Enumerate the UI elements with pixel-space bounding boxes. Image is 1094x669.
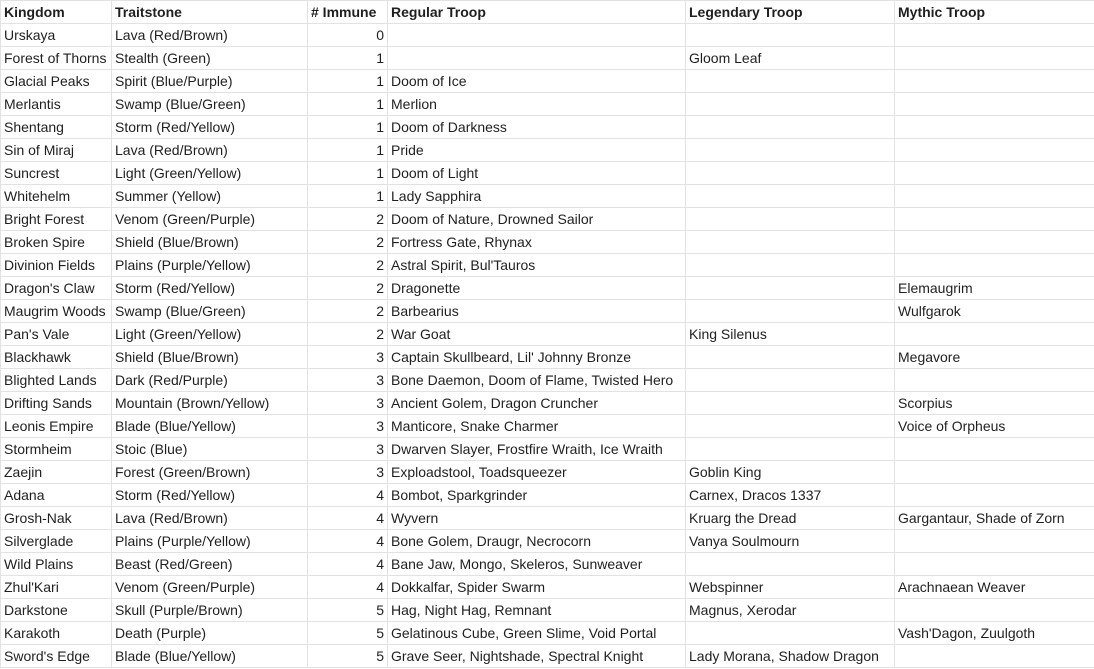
cell-traitstone[interactable]: Light (Green/Yellow) [112, 162, 308, 185]
cell-legendary-troop[interactable] [686, 24, 895, 47]
cell-regular-troop[interactable]: Doom of Light [388, 162, 686, 185]
cell-kingdom[interactable]: Glacial Peaks [1, 70, 112, 93]
cell-legendary-troop[interactable]: Gloom Leaf [686, 47, 895, 70]
table-row [1, 93, 1094, 116]
cell-kingdom[interactable]: Leonis Empire [1, 415, 112, 438]
table-body [1, 24, 1094, 668]
cell-legendary-troop[interactable]: Magnus, Xerodar [686, 599, 895, 622]
table-row [1, 323, 1094, 346]
cell-mythic-troop[interactable] [895, 599, 1094, 622]
table-row [1, 139, 1094, 162]
table-row [1, 369, 1094, 392]
cell-legendary-troop[interactable] [686, 93, 895, 116]
cell-immune[interactable]: 4 [308, 507, 388, 530]
cell-mythic-troop[interactable] [895, 185, 1094, 208]
cell-immune[interactable]: 3 [308, 392, 388, 415]
table-row [1, 185, 1094, 208]
cell-kingdom[interactable]: Zaejin [1, 461, 112, 484]
cell-traitstone[interactable]: Storm (Red/Yellow) [112, 277, 308, 300]
cell-kingdom[interactable]: Divinion Fields [1, 254, 112, 277]
cell-kingdom[interactable]: Maugrim Woods [1, 300, 112, 323]
cell-regular-troop[interactable]: Barbearius [388, 300, 686, 323]
table-row [1, 24, 1094, 47]
cell-kingdom[interactable]: Karakoth [1, 622, 112, 645]
cell-traitstone[interactable]: Summer (Yellow) [112, 185, 308, 208]
cell-immune[interactable]: 1 [308, 162, 388, 185]
cell-regular-troop[interactable] [388, 24, 686, 47]
table-row [1, 553, 1094, 576]
cell-kingdom[interactable]: Darkstone [1, 599, 112, 622]
table-row [1, 254, 1094, 277]
cell-legendary-troop[interactable] [686, 553, 895, 576]
cell-immune[interactable]: 1 [308, 47, 388, 70]
cell-kingdom[interactable]: Stormheim [1, 438, 112, 461]
header-kingdom[interactable]: Kingdom [1, 1, 112, 24]
table-row [1, 277, 1094, 300]
cell-regular-troop[interactable]: Bombot, Sparkgrinder [388, 484, 686, 507]
cell-traitstone[interactable]: Lava (Red/Brown) [112, 507, 308, 530]
cell-traitstone[interactable]: Skull (Purple/Brown) [112, 599, 308, 622]
cell-legendary-troop[interactable] [686, 254, 895, 277]
cell-regular-troop[interactable]: Merlion [388, 93, 686, 116]
cell-mythic-troop[interactable]: Gargantaur, Shade of Zorn [895, 507, 1094, 530]
cell-mythic-troop[interactable] [895, 208, 1094, 231]
cell-traitstone[interactable]: Spirit (Blue/Purple) [112, 70, 308, 93]
cell-immune[interactable]: 4 [308, 484, 388, 507]
cell-kingdom[interactable]: Whitehelm [1, 185, 112, 208]
table-row [1, 208, 1094, 231]
cell-traitstone[interactable]: Venom (Green/Purple) [112, 208, 308, 231]
cell-mythic-troop[interactable] [895, 116, 1094, 139]
cell-traitstone[interactable]: Blade (Blue/Yellow) [112, 415, 308, 438]
cell-mythic-troop[interactable] [895, 438, 1094, 461]
cell-regular-troop[interactable]: Exploadstool, Toadsqueezer [388, 461, 686, 484]
cell-regular-troop[interactable]: Wyvern [388, 507, 686, 530]
cell-mythic-troop[interactable] [895, 254, 1094, 277]
cell-regular-troop[interactable]: Captain Skullbeard, Lil' Johnny Bronze [388, 346, 686, 369]
cell-kingdom[interactable]: Blackhawk [1, 346, 112, 369]
cell-regular-troop[interactable]: Gelatinous Cube, Green Slime, Void Portal [388, 622, 686, 645]
cell-traitstone[interactable]: Light (Green/Yellow) [112, 323, 308, 346]
table-row [1, 70, 1094, 93]
table-row [1, 438, 1094, 461]
cell-kingdom[interactable]: Suncrest [1, 162, 112, 185]
cell-legendary-troop[interactable] [686, 162, 895, 185]
cell-legendary-troop[interactable]: Webspinner [686, 576, 895, 599]
cell-regular-troop[interactable]: Doom of Darkness [388, 116, 686, 139]
cell-legendary-troop[interactable] [686, 231, 895, 254]
cell-mythic-troop[interactable]: Arachnaean Weaver [895, 576, 1094, 599]
cell-mythic-troop[interactable] [895, 231, 1094, 254]
cell-kingdom[interactable]: Bright Forest [1, 208, 112, 231]
cell-traitstone[interactable]: Plains (Purple/Yellow) [112, 530, 308, 553]
cell-immune[interactable]: 2 [308, 231, 388, 254]
cell-traitstone[interactable]: Swamp (Blue/Green) [112, 300, 308, 323]
cell-mythic-troop[interactable] [895, 369, 1094, 392]
table-row [1, 47, 1094, 70]
cell-legendary-troop[interactable] [686, 622, 895, 645]
cell-traitstone[interactable]: Swamp (Blue/Green) [112, 93, 308, 116]
cell-mythic-troop[interactable] [895, 323, 1094, 346]
cell-traitstone[interactable]: Lava (Red/Brown) [112, 24, 308, 47]
cell-regular-troop[interactable] [388, 47, 686, 70]
cell-regular-troop[interactable]: Manticore, Snake Charmer [388, 415, 686, 438]
cell-traitstone[interactable]: Shield (Blue/Brown) [112, 346, 308, 369]
table-row [1, 599, 1094, 622]
cell-legendary-troop[interactable] [686, 208, 895, 231]
cell-mythic-troop[interactable] [895, 530, 1094, 553]
cell-traitstone[interactable]: Storm (Red/Yellow) [112, 116, 308, 139]
cell-mythic-troop[interactable] [895, 139, 1094, 162]
cell-kingdom[interactable]: Broken Spire [1, 231, 112, 254]
cell-kingdom[interactable]: Silverglade [1, 530, 112, 553]
cell-immune[interactable]: 4 [308, 530, 388, 553]
cell-immune[interactable]: 0 [308, 24, 388, 47]
header-row [1, 1, 1094, 24]
cell-traitstone[interactable]: Venom (Green/Purple) [112, 576, 308, 599]
cell-regular-troop[interactable]: Bone Daemon, Doom of Flame, Twisted Hero [388, 369, 686, 392]
table-row [1, 392, 1094, 415]
cell-legendary-troop[interactable] [686, 300, 895, 323]
cell-regular-troop[interactable]: Hag, Night Hag, Remnant [388, 599, 686, 622]
header-regular-troop[interactable]: Regular Troop [388, 1, 686, 24]
cell-immune[interactable]: 2 [308, 208, 388, 231]
cell-regular-troop[interactable]: Doom of Nature, Drowned Sailor [388, 208, 686, 231]
cell-legendary-troop[interactable] [686, 346, 895, 369]
cell-legendary-troop[interactable] [686, 139, 895, 162]
cell-immune[interactable]: 1 [308, 139, 388, 162]
cell-immune[interactable]: 4 [308, 553, 388, 576]
cell-immune[interactable]: 3 [308, 346, 388, 369]
cell-immune[interactable]: 2 [308, 300, 388, 323]
cell-traitstone[interactable]: Death (Purple) [112, 622, 308, 645]
cell-regular-troop[interactable]: Pride [388, 139, 686, 162]
cell-kingdom[interactable]: Dragon's Claw [1, 277, 112, 300]
cell-mythic-troop[interactable] [895, 24, 1094, 47]
cell-traitstone[interactable]: Beast (Red/Green) [112, 553, 308, 576]
cell-legendary-troop[interactable] [686, 116, 895, 139]
cell-mythic-troop[interactable]: Elemaugrim [895, 277, 1094, 300]
cell-regular-troop[interactable]: Fortress Gate, Rhynax [388, 231, 686, 254]
cell-legendary-troop[interactable]: Lady Morana, Shadow Dragon [686, 645, 895, 668]
cell-mythic-troop[interactable] [895, 645, 1094, 668]
cell-regular-troop[interactable]: Dragonette [388, 277, 686, 300]
cell-kingdom[interactable]: Shentang [1, 116, 112, 139]
cell-mythic-troop[interactable]: Scorpius [895, 392, 1094, 415]
cell-kingdom[interactable]: Merlantis [1, 93, 112, 116]
cell-immune[interactable]: 1 [308, 70, 388, 93]
table-row [1, 461, 1094, 484]
header-traitstone[interactable]: Traitstone [112, 1, 308, 24]
table-row [1, 530, 1094, 553]
cell-legendary-troop[interactable]: Vanya Soulmourn [686, 530, 895, 553]
cell-mythic-troop[interactable] [895, 47, 1094, 70]
cell-traitstone[interactable]: Stealth (Green) [112, 47, 308, 70]
cell-immune[interactable]: 5 [308, 599, 388, 622]
header-legendary-troop[interactable]: Legendary Troop [686, 1, 895, 24]
header-immune[interactable]: # Immune [308, 1, 388, 24]
cell-immune[interactable]: 1 [308, 93, 388, 116]
cell-legendary-troop[interactable] [686, 415, 895, 438]
cell-legendary-troop[interactable] [686, 70, 895, 93]
cell-kingdom[interactable]: Forest of Thorns [1, 47, 112, 70]
cell-immune[interactable]: 3 [308, 438, 388, 461]
cell-mythic-troop[interactable]: Megavore [895, 346, 1094, 369]
cell-immune[interactable]: 5 [308, 645, 388, 668]
cell-mythic-troop[interactable]: Vash'Dagon, Zuulgoth [895, 622, 1094, 645]
cell-regular-troop[interactable]: Lady Sapphira [388, 185, 686, 208]
cell-immune[interactable]: 2 [308, 323, 388, 346]
cell-kingdom[interactable]: Zhul'Kari [1, 576, 112, 599]
cell-mythic-troop[interactable] [895, 553, 1094, 576]
table-row [1, 622, 1094, 645]
cell-regular-troop[interactable]: Bone Golem, Draugr, Necrocorn [388, 530, 686, 553]
cell-regular-troop[interactable]: Ancient Golem, Dragon Cruncher [388, 392, 686, 415]
cell-regular-troop[interactable]: Doom of Ice [388, 70, 686, 93]
cell-legendary-troop[interactable] [686, 277, 895, 300]
cell-regular-troop[interactable]: Dokkalfar, Spider Swarm [388, 576, 686, 599]
cell-kingdom[interactable]: Drifting Sands [1, 392, 112, 415]
cell-kingdom[interactable]: Wild Plains [1, 553, 112, 576]
cell-kingdom[interactable]: Pan's Vale [1, 323, 112, 346]
cell-regular-troop[interactable]: War Goat [388, 323, 686, 346]
cell-traitstone[interactable]: Shield (Blue/Brown) [112, 231, 308, 254]
cell-regular-troop[interactable]: Bane Jaw, Mongo, Skeleros, Sunweaver [388, 553, 686, 576]
cell-legendary-troop[interactable]: Kruarg the Dread [686, 507, 895, 530]
cell-immune[interactable]: 2 [308, 254, 388, 277]
cell-legendary-troop[interactable]: King Silenus [686, 323, 895, 346]
cell-traitstone[interactable]: Storm (Red/Yellow) [112, 484, 308, 507]
cell-traitstone[interactable]: Blade (Blue/Yellow) [112, 645, 308, 668]
cell-immune[interactable]: 3 [308, 369, 388, 392]
cell-legendary-troop[interactable] [686, 438, 895, 461]
table-row [1, 415, 1094, 438]
cell-legendary-troop[interactable] [686, 185, 895, 208]
table-row [1, 484, 1094, 507]
cell-immune[interactable]: 3 [308, 461, 388, 484]
cell-kingdom[interactable]: Blighted Lands [1, 369, 112, 392]
cell-immune[interactable]: 5 [308, 622, 388, 645]
cell-traitstone[interactable]: Mountain (Brown/Yellow) [112, 392, 308, 415]
cell-traitstone[interactable]: Dark (Red/Purple) [112, 369, 308, 392]
cell-mythic-troop[interactable] [895, 162, 1094, 185]
cell-regular-troop[interactable]: Dwarven Slayer, Frostfire Wraith, Ice Wraith [388, 438, 686, 461]
cell-traitstone[interactable]: Stoic (Blue) [112, 438, 308, 461]
cell-regular-troop[interactable]: Grave Seer, Nightshade, Spectral Knight [388, 645, 686, 668]
header-mythic-troop[interactable]: Mythic Troop [895, 1, 1094, 24]
cell-mythic-troop[interactable]: Wulfgarok [895, 300, 1094, 323]
table-row [1, 645, 1094, 668]
table-row [1, 231, 1094, 254]
cell-kingdom[interactable]: Sin of Miraj [1, 139, 112, 162]
cell-immune[interactable]: 4 [308, 576, 388, 599]
cell-traitstone[interactable]: Plains (Purple/Yellow) [112, 254, 308, 277]
cell-mythic-troop[interactable]: Voice of Orpheus [895, 415, 1094, 438]
table-row [1, 346, 1094, 369]
cell-legendary-troop[interactable] [686, 392, 895, 415]
cell-mythic-troop[interactable] [895, 461, 1094, 484]
cell-traitstone[interactable]: Forest (Green/Brown) [112, 461, 308, 484]
cell-legendary-troop[interactable] [686, 369, 895, 392]
cell-mythic-troop[interactable] [895, 484, 1094, 507]
cell-regular-troop[interactable]: Astral Spirit, Bul'Tauros [388, 254, 686, 277]
cell-traitstone[interactable]: Lava (Red/Brown) [112, 139, 308, 162]
cell-kingdom[interactable]: Adana [1, 484, 112, 507]
table-row [1, 162, 1094, 185]
table-row [1, 507, 1094, 530]
cell-immune[interactable]: 3 [308, 415, 388, 438]
table-row [1, 576, 1094, 599]
cell-kingdom[interactable]: Sword's Edge [1, 645, 112, 668]
cell-legendary-troop[interactable]: Goblin King [686, 461, 895, 484]
cell-mythic-troop[interactable] [895, 93, 1094, 116]
cell-mythic-troop[interactable] [895, 70, 1094, 93]
cell-legendary-troop[interactable]: Carnex, Dracos 1337 [686, 484, 895, 507]
table-row [1, 300, 1094, 323]
cell-kingdom[interactable]: Grosh-Nak [1, 507, 112, 530]
table-row [1, 116, 1094, 139]
cell-immune[interactable]: 2 [308, 277, 388, 300]
cell-immune[interactable]: 1 [308, 116, 388, 139]
cell-immune[interactable]: 1 [308, 185, 388, 208]
cell-kingdom[interactable]: Urskaya [1, 24, 112, 47]
